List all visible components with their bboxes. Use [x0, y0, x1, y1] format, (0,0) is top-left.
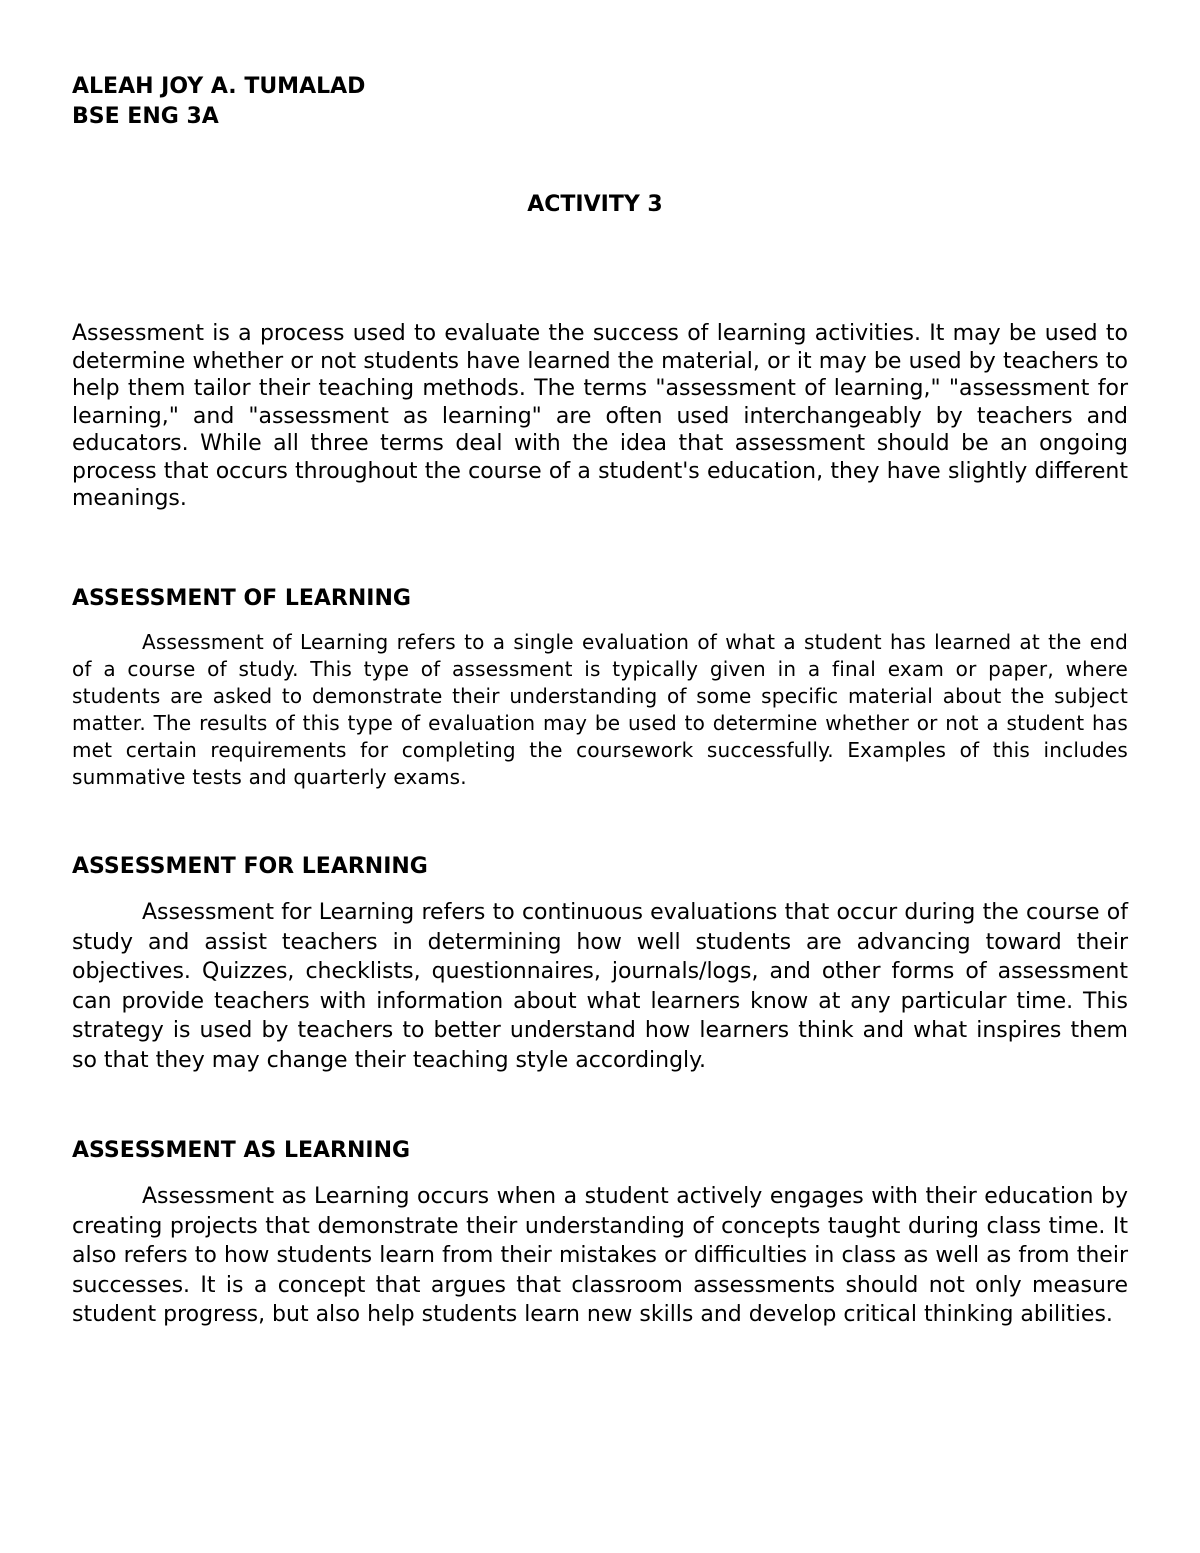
- document-title: ACTIVITY 3: [527, 192, 663, 217]
- intro-paragraph: Assessment is a process used to evaluate the success of learning activities. It may be used to determine whether or not students have learned the material, or it may be used by teachers to help them tailor their teaching methods. The terms "assessment of learning," "assessment for learning," and "assessment as learning" are often used interchangeably by teachers and educators. While all three terms deal with the idea that assessment should be an ongoing process that occurs throughout the course of a student's education, they have slightly different meanings.: [72, 321, 1128, 511]
- author-name: ALEAH JOY A. TUMALAD: [72, 74, 366, 99]
- author-class: BSE ENG 3A: [72, 104, 219, 129]
- section-heading-for-learning: ASSESSMENT FOR LEARNING: [72, 854, 428, 879]
- section-heading-as-learning: ASSESSMENT AS LEARNING: [72, 1138, 411, 1163]
- section-body-for-learning: Assessment for Learning refers to continuous evaluations that occur during the course of study and assist teachers in determining how well students are advancing toward their objectives. Quizzes, checklists, questionnaires, journals/logs, and other forms of assessment can provide teachers with information about what learners know at any particular time. This strategy is used by teachers to better understand how learners think and what inspires them so that they may change their teaching style accordingly.: [72, 900, 1128, 1073]
- section-heading-of-learning: ASSESSMENT OF LEARNING: [72, 586, 411, 611]
- section-body-of-learning: Assessment of Learning refers to a single evaluation of what a student has learned at the end of a course of study. This type of assessment is typically given in a final exam or paper, where students are asked to demonstrate their understanding of some specific material about the subject matter. The results of this type of evaluation may be used to determine whether or not a student has met certain requirements for completing the coursework successfully. Examples of this includes summative tests and quarterly exams.: [72, 630, 1128, 789]
- section-body-as-learning: Assessment as Learning occurs when a student actively engages with their education by creating projects that demonstrate their understanding of concepts taught during class time. It also refers to how students learn from their mistakes or difficulties in class as well as from their successes. It is a concept that argues that classroom assessments should not only measure student progress, but also help students learn new skills and develop critical thinking abilities.: [72, 1184, 1128, 1328]
